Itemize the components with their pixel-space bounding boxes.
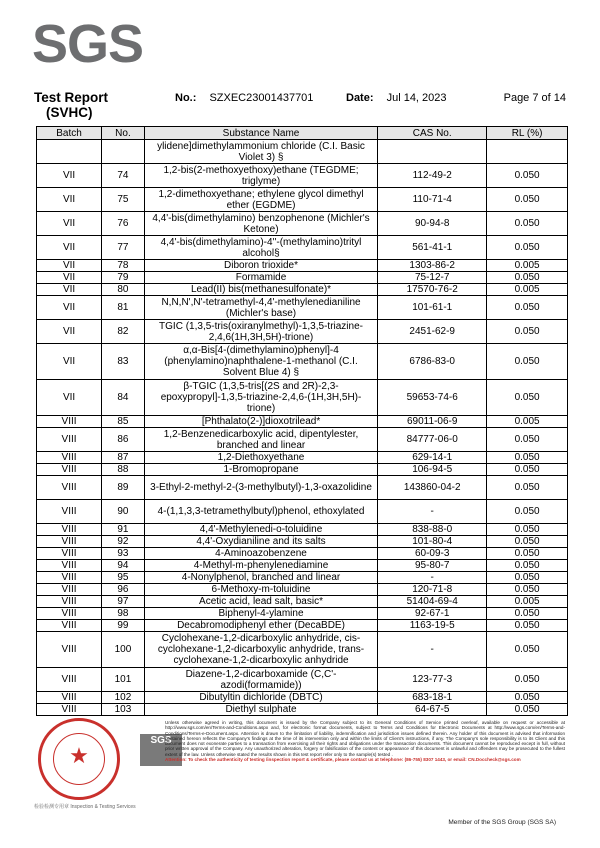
cell-no: 83 bbox=[102, 344, 145, 380]
cell-rl: 0.005 bbox=[487, 284, 568, 296]
cell-cas: - bbox=[378, 500, 487, 524]
footer-stamp-area bbox=[34, 718, 172, 818]
cell-name: 4,4'-bis(dimethylamino) benzophenone (Michler's Ketone) bbox=[144, 212, 378, 236]
table-row bbox=[37, 584, 568, 596]
cell-batch: VIII bbox=[37, 608, 102, 620]
cell-cas: 92-67-1 bbox=[378, 608, 487, 620]
cell-cas: 6786-83-0 bbox=[378, 344, 487, 380]
cell-cas: 1303-86-2 bbox=[378, 260, 487, 272]
stamp-caption: 检验检测专用章 Inspection & Testing Services bbox=[34, 804, 136, 810]
cell-name: Formamide bbox=[144, 272, 378, 284]
table-row bbox=[37, 596, 568, 608]
cell-no: 78 bbox=[102, 260, 145, 272]
cell-no: 82 bbox=[102, 320, 145, 344]
cell-batch: VII bbox=[37, 380, 102, 416]
cell-name: N,N,N',N'-tetramethyl-4,4'-methylenedianiline (Michler's base) bbox=[144, 296, 378, 320]
cell-rl: 0.050 bbox=[487, 212, 568, 236]
cell-name: Biphenyl-4-ylamine bbox=[144, 608, 378, 620]
cell-rl: 0.050 bbox=[487, 476, 568, 500]
cell-batch: VIII bbox=[37, 536, 102, 548]
cell-batch: VII bbox=[37, 344, 102, 380]
table-row bbox=[37, 452, 568, 464]
cell-batch: VII bbox=[37, 272, 102, 284]
cell-cas: 120-71-8 bbox=[378, 584, 487, 596]
cell-cas: 17570-76-2 bbox=[378, 284, 487, 296]
cell-no: 96 bbox=[102, 584, 145, 596]
cell-rl: 0.050 bbox=[487, 380, 568, 416]
cell-name: 4-Aminoazobenzene bbox=[144, 548, 378, 560]
cell-rl: 0.050 bbox=[487, 632, 568, 668]
authenticity-attention: Attention: To check the authenticity of testing /inspection report & certificate, please contact us at telephone: (86-755) 8307 1443, or email: CN.Doccheck@sgs.com bbox=[165, 757, 521, 763]
page-number: Page 7 of 14 bbox=[503, 92, 566, 104]
table-row bbox=[37, 668, 568, 692]
cell-rl: 0.050 bbox=[487, 344, 568, 380]
cell-no: 101 bbox=[102, 668, 145, 692]
cell-rl: 0.050 bbox=[487, 692, 568, 704]
cell-batch: VIII bbox=[37, 584, 102, 596]
table-row bbox=[37, 536, 568, 548]
table-row bbox=[37, 344, 568, 380]
cell-name: Dibutyltin dichloride (DBTC) bbox=[144, 692, 378, 704]
cell-name: Acetic acid, lead salt, basic* bbox=[144, 596, 378, 608]
cell-rl: 0.050 bbox=[487, 608, 568, 620]
table-row bbox=[37, 620, 568, 632]
cell-cas: 90-94-8 bbox=[378, 212, 487, 236]
cell-batch: VIII bbox=[37, 464, 102, 476]
table-row bbox=[37, 296, 568, 320]
table-row bbox=[37, 500, 568, 524]
report-number-value: SZXEC23001437701 bbox=[209, 92, 314, 104]
cell-batch: VIII bbox=[37, 692, 102, 704]
cell-no: 92 bbox=[102, 536, 145, 548]
cell-cas: 51404-69-4 bbox=[378, 596, 487, 608]
cell-cas: 838-88-0 bbox=[378, 524, 487, 536]
cell-no: 79 bbox=[102, 272, 145, 284]
table-row bbox=[37, 428, 568, 452]
cell-name: 4-Nonylphenol, branched and linear bbox=[144, 572, 378, 584]
cell-no: 95 bbox=[102, 572, 145, 584]
cell-rl: 0.050 bbox=[487, 452, 568, 464]
cell-rl: 0.050 bbox=[487, 524, 568, 536]
cell-no: 93 bbox=[102, 548, 145, 560]
col-header-batch: Batch bbox=[37, 127, 102, 140]
cell-name: Decabromodiphenyl ether (DecaBDE) bbox=[144, 620, 378, 632]
cell-no: 89 bbox=[102, 476, 145, 500]
cell-rl: 0.050 bbox=[487, 584, 568, 596]
cell-name: 1,2-bis(2-methoxyethoxy)ethane (TEGDME; triglyme) bbox=[144, 164, 378, 188]
cell-no bbox=[102, 140, 145, 164]
col-header-cas: CAS No. bbox=[378, 127, 487, 140]
table-row bbox=[37, 476, 568, 500]
cell-name: 4,4'-Oxydianiline and its salts bbox=[144, 536, 378, 548]
cell-cas: 683-18-1 bbox=[378, 692, 487, 704]
cell-name: Cyclohexane-1,2-dicarboxylic anhydride, cis-cyclohexane-1,2-dicarboxylic anhydride, trans-cyclohexane-1,2-dicarboxylic anhydride bbox=[144, 632, 378, 668]
table-row bbox=[37, 560, 568, 572]
cell-batch: VIII bbox=[37, 452, 102, 464]
cell-name: Lead(II) bis(methanesulfonate)* bbox=[144, 284, 378, 296]
col-header-no: No. bbox=[102, 127, 145, 140]
cell-cas: 143860-04-2 bbox=[378, 476, 487, 500]
cell-no: 75 bbox=[102, 188, 145, 212]
cell-rl: 0.050 bbox=[487, 236, 568, 260]
cell-no: 100 bbox=[102, 632, 145, 668]
cell-rl: 0.050 bbox=[487, 704, 568, 716]
col-header-substance: Substance Name bbox=[144, 127, 378, 140]
cell-cas bbox=[378, 140, 487, 164]
cell-name: Diboron trioxide* bbox=[144, 260, 378, 272]
cell-batch: VIII bbox=[37, 632, 102, 668]
cell-batch: VIII bbox=[37, 428, 102, 452]
cell-name: Diethyl sulphate bbox=[144, 704, 378, 716]
cell-rl: 0.050 bbox=[487, 188, 568, 212]
col-header-rl: RL (%) bbox=[487, 127, 568, 140]
cell-no: 94 bbox=[102, 560, 145, 572]
cell-cas: - bbox=[378, 632, 487, 668]
cell-rl: 0.050 bbox=[487, 428, 568, 452]
cell-batch: VIII bbox=[37, 476, 102, 500]
cell-no: 81 bbox=[102, 296, 145, 320]
cell-batch: VII bbox=[37, 320, 102, 344]
cell-cas: 84777-06-0 bbox=[378, 428, 487, 452]
cell-name: TGIC (1,3,5-tris(oxiranylmethyl)-1,3,5-triazine-2,4,6(1H,3H,5H)-trione) bbox=[144, 320, 378, 344]
report-date-label: Date: bbox=[346, 92, 374, 104]
cell-name: 1,2-Diethoxyethane bbox=[144, 452, 378, 464]
report-title bbox=[34, 90, 108, 120]
cell-name: ylidene]dimethylammonium chloride (C.I. Basic Violet 3) § bbox=[144, 140, 378, 164]
sgs-logo bbox=[32, 14, 150, 74]
cell-batch: VIII bbox=[37, 524, 102, 536]
star-icon: ★ bbox=[69, 743, 89, 768]
member-of-sgs: Member of the SGS Group (SGS SA) bbox=[448, 819, 556, 826]
cell-batch: VIII bbox=[37, 548, 102, 560]
cell-no: 99 bbox=[102, 620, 145, 632]
table-row bbox=[37, 572, 568, 584]
cell-name: [Phthalato(2-)]dioxotrilead* bbox=[144, 416, 378, 428]
cell-cas: 59653-74-6 bbox=[378, 380, 487, 416]
report-date bbox=[346, 92, 447, 104]
cell-rl: 0.050 bbox=[487, 464, 568, 476]
cell-no: 103 bbox=[102, 704, 145, 716]
cell-name: 1-Bromopropane bbox=[144, 464, 378, 476]
cell-rl: 0.005 bbox=[487, 596, 568, 608]
cell-batch: VIII bbox=[37, 668, 102, 692]
cell-name: 6-Methoxy-m-toluidine bbox=[144, 584, 378, 596]
table-row bbox=[37, 548, 568, 560]
table-row bbox=[37, 524, 568, 536]
cell-rl: 0.005 bbox=[487, 416, 568, 428]
cell-no: 80 bbox=[102, 284, 145, 296]
cell-batch: VII bbox=[37, 188, 102, 212]
cell-name: 4,4'-Methylenedi-o-toluidine bbox=[144, 524, 378, 536]
cell-batch: VIII bbox=[37, 704, 102, 716]
report-title-line1: Test Report bbox=[34, 90, 109, 105]
cell-cas: 64-67-5 bbox=[378, 704, 487, 716]
cell-cas: 60-09-3 bbox=[378, 548, 487, 560]
cell-batch bbox=[37, 140, 102, 164]
cell-rl: 0.050 bbox=[487, 668, 568, 692]
cell-no: 91 bbox=[102, 524, 145, 536]
report-title-line2: (SVHC) bbox=[46, 105, 93, 120]
table-row bbox=[37, 320, 568, 344]
table-row bbox=[37, 608, 568, 620]
cell-rl: 0.050 bbox=[487, 572, 568, 584]
sgs-small-logo: SGS bbox=[140, 734, 182, 766]
cell-cas: 95-80-7 bbox=[378, 560, 487, 572]
cell-batch: VII bbox=[37, 284, 102, 296]
cell-no: 86 bbox=[102, 428, 145, 452]
table-row bbox=[37, 260, 568, 272]
table-row bbox=[37, 416, 568, 428]
cell-name: 1,2-Benzenedicarboxylic acid, dipentylester, branched and linear bbox=[144, 428, 378, 452]
cell-batch: VII bbox=[37, 212, 102, 236]
cell-cas: 69011-06-9 bbox=[378, 416, 487, 428]
cell-name: 1,2-dimethoxyethane; ethylene glycol dimethyl ether (EGDME) bbox=[144, 188, 378, 212]
cell-cas: 629-14-1 bbox=[378, 452, 487, 464]
svhc-table bbox=[36, 126, 568, 716]
cell-cas: 1163-19-5 bbox=[378, 620, 487, 632]
cell-batch: VIII bbox=[37, 620, 102, 632]
cell-batch: VIII bbox=[37, 596, 102, 608]
cell-no: 102 bbox=[102, 692, 145, 704]
disclaimer-text bbox=[165, 720, 565, 762]
cell-rl: 0.050 bbox=[487, 164, 568, 188]
table-header-row bbox=[37, 127, 568, 140]
table-row bbox=[37, 704, 568, 716]
table-row bbox=[37, 164, 568, 188]
cell-no: 74 bbox=[102, 164, 145, 188]
cell-batch: VIII bbox=[37, 572, 102, 584]
cell-batch: VII bbox=[37, 236, 102, 260]
cell-cas: 101-61-1 bbox=[378, 296, 487, 320]
cell-rl: 0.050 bbox=[487, 548, 568, 560]
disclaimer-body: Unless otherwise agreed in writing, this document is issued by the Company subject to its General Conditions of Service printed overleaf, available on request or accessible at http://www.sgs.com/en/Terms-and-Conditions.aspx and, for electronic format documents, subject to Terms and Conditions for Electronic Documents at http://www.sgs.com/en/Terms-and-Conditions/Terms-e-Document.aspx. Attention is drawn to the limitation of liability, indemnification and jurisdiction issues defined therein. Any holder of this document is advised that information contained hereon reflects the Company's findings at the time of its intervention only and within the limits of Client's instructions, if any. The Company's sole responsibility is to its Client and this document does not exonerate parties to a transaction from exercising all their rights and obligations under the transaction documents. This document cannot be reproduced except in full, without prior written approval of the Company. Any unauthorized alteration, forgery or falsification of the content or appearance of this document is unlawful and offenders may be prosecuted to the fullest extent of the law. Unless otherwise stated the results shown in this test report refer only to the sample(s) tested . bbox=[165, 720, 565, 757]
cell-rl: 0.050 bbox=[487, 296, 568, 320]
report-number bbox=[175, 92, 313, 104]
table-row bbox=[37, 380, 568, 416]
cell-cas: 101-80-4 bbox=[378, 536, 487, 548]
cell-rl: 0.050 bbox=[487, 320, 568, 344]
cell-no: 85 bbox=[102, 416, 145, 428]
cell-rl: 0.050 bbox=[487, 560, 568, 572]
cell-cas: 110-71-4 bbox=[378, 188, 487, 212]
cell-batch: VII bbox=[37, 260, 102, 272]
table-row bbox=[37, 272, 568, 284]
cell-cas: 123-77-3 bbox=[378, 668, 487, 692]
cell-batch: VIII bbox=[37, 416, 102, 428]
cell-batch: VII bbox=[37, 296, 102, 320]
cell-no: 88 bbox=[102, 464, 145, 476]
cell-rl: 0.050 bbox=[487, 620, 568, 632]
cell-rl: 0.050 bbox=[487, 272, 568, 284]
table-row bbox=[37, 188, 568, 212]
cell-no: 76 bbox=[102, 212, 145, 236]
cell-batch: VII bbox=[37, 164, 102, 188]
table-row bbox=[37, 284, 568, 296]
cell-batch: VIII bbox=[37, 560, 102, 572]
cell-cas: 75-12-7 bbox=[378, 272, 487, 284]
cell-name: α,α-Bis[4-(dimethylamino)phenyl]-4 (phenylamino)naphthalene-1-methanol (C.I. Solvent Blue 4) § bbox=[144, 344, 378, 380]
cell-no: 87 bbox=[102, 452, 145, 464]
cell-rl bbox=[487, 140, 568, 164]
table-row bbox=[37, 464, 568, 476]
cell-rl: 0.050 bbox=[487, 536, 568, 548]
inspection-stamp bbox=[38, 718, 120, 800]
cell-rl: 0.050 bbox=[487, 500, 568, 524]
cell-no: 90 bbox=[102, 500, 145, 524]
cell-cas: - bbox=[378, 572, 487, 584]
cell-no: 77 bbox=[102, 236, 145, 260]
sgs-logo-text: SGS bbox=[32, 14, 144, 74]
table-row bbox=[37, 692, 568, 704]
cell-cas: 2451-62-9 bbox=[378, 320, 487, 344]
cell-name: 4,4'-bis(dimethylamino)-4''-(methylamino)trityl alcohol§ bbox=[144, 236, 378, 260]
cell-name: 4-Methyl-m-phenylenediamine bbox=[144, 560, 378, 572]
cell-cas: 112-49-2 bbox=[378, 164, 487, 188]
cell-rl: 0.005 bbox=[487, 260, 568, 272]
cell-no: 97 bbox=[102, 596, 145, 608]
cell-no: 84 bbox=[102, 380, 145, 416]
cell-cas: 561-41-1 bbox=[378, 236, 487, 260]
table-row bbox=[37, 140, 568, 164]
table-row bbox=[37, 632, 568, 668]
cell-no: 98 bbox=[102, 608, 145, 620]
cell-cas: 106-94-5 bbox=[378, 464, 487, 476]
table-row bbox=[37, 212, 568, 236]
cell-name: Diazene-1,2-dicarboxamide (C,C'-azodi(formamide)) bbox=[144, 668, 378, 692]
cell-name: 3-Ethyl-2-methyl-2-(3-methylbutyl)-1,3-oxazolidine bbox=[144, 476, 378, 500]
cell-name: β-TGIC (1,3,5-tris[(2S and 2R)-2,3-epoxypropyl]-1,3,5-triazine-2,4,6-(1H,3H,5H)-trione) bbox=[144, 380, 378, 416]
cell-batch: VIII bbox=[37, 500, 102, 524]
table-row bbox=[37, 236, 568, 260]
cell-name: 4-(1,1,3,3-tetramethylbutyl)phenol, ethoxylated bbox=[144, 500, 378, 524]
report-number-label: No.: bbox=[175, 92, 197, 104]
report-date-value: Jul 14, 2023 bbox=[386, 92, 447, 104]
